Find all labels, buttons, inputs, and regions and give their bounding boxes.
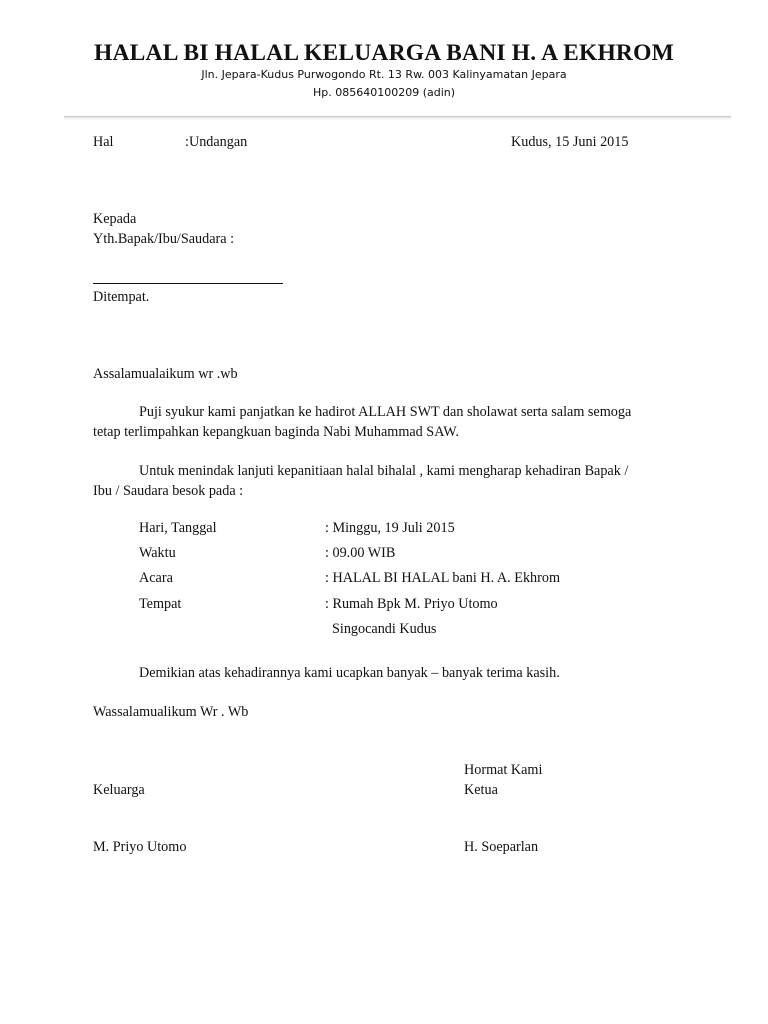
detail-label-date: Hari, Tanggal — [139, 520, 217, 536]
recipient-yth: Yth.Bapak/Ibu/Saudara : — [93, 231, 235, 247]
paragraph-1-line-1: Puji syukur kami panjatkan ke hadirot ALLAH SWT dan sholawat serta salam semoga — [139, 404, 632, 420]
paragraph-1-line-2: tetap terlimpahkan kepangkuan baginda Nabi Muhammad SAW. — [93, 424, 459, 440]
greeting: Assalamualaikum wr .wb — [93, 366, 238, 382]
farewell: Wassalamualikum Wr . Wb — [93, 704, 249, 720]
paragraph-2-line-2: Ibu / Saudara besok pada : — [93, 483, 244, 499]
signature-right-name: H. Soeparlan — [464, 839, 539, 855]
subject-label: Hal — [93, 134, 114, 150]
signature-hormat-kami: Hormat Kami — [464, 762, 543, 778]
letterhead-divider-shadow — [64, 117, 731, 120]
signature-left-name: M. Priyo Utomo — [93, 839, 187, 855]
detail-value-place: : Rumah Bpk M. Priyo Utomo — [325, 596, 498, 612]
paragraph-2-line-1: Untuk menindak lanjuti kepanitiaan halal bihalal , kami mengharap kehadiran Bapak / — [139, 463, 629, 479]
recipient-ditempat: Ditempat. — [93, 289, 150, 305]
subject-value: :Undangan — [185, 134, 248, 150]
detail-label-event: Acara — [139, 570, 173, 586]
letterhead-phone: Hp. 085640100209 (adin) — [312, 86, 456, 99]
signature-right-role: Ketua — [464, 782, 498, 798]
letterhead-title: HALAL BI HALAL KELUARGA BANI H. A EKHROM — [94, 40, 674, 66]
closing-paragraph: Demikian atas kehadirannya kami ucapkan banyak – banyak terima kasih. — [139, 665, 560, 681]
recipient-kepada: Kepada — [93, 211, 137, 227]
detail-label-time: Waktu — [139, 545, 176, 561]
detail-value-event: : HALAL BI HALAL bani H. A. Ekhrom — [325, 570, 560, 586]
detail-value-date: : Minggu, 19 Juli 2015 — [325, 520, 455, 536]
detail-value-place-continued: Singocandi Kudus — [332, 621, 437, 637]
detail-value-time: : 09.00 WIB — [325, 545, 396, 561]
recipient-name-blank — [93, 283, 283, 284]
letterhead-address: Jln. Jepara-Kudus Purwogondo Rt. 13 Rw. 003 Kalinyamatan Jepara — [201, 68, 567, 81]
signature-left-role: Keluarga — [93, 782, 145, 798]
letter-date: Kudus, 15 Juni 2015 — [511, 134, 629, 150]
detail-label-place: Tempat — [139, 596, 182, 612]
